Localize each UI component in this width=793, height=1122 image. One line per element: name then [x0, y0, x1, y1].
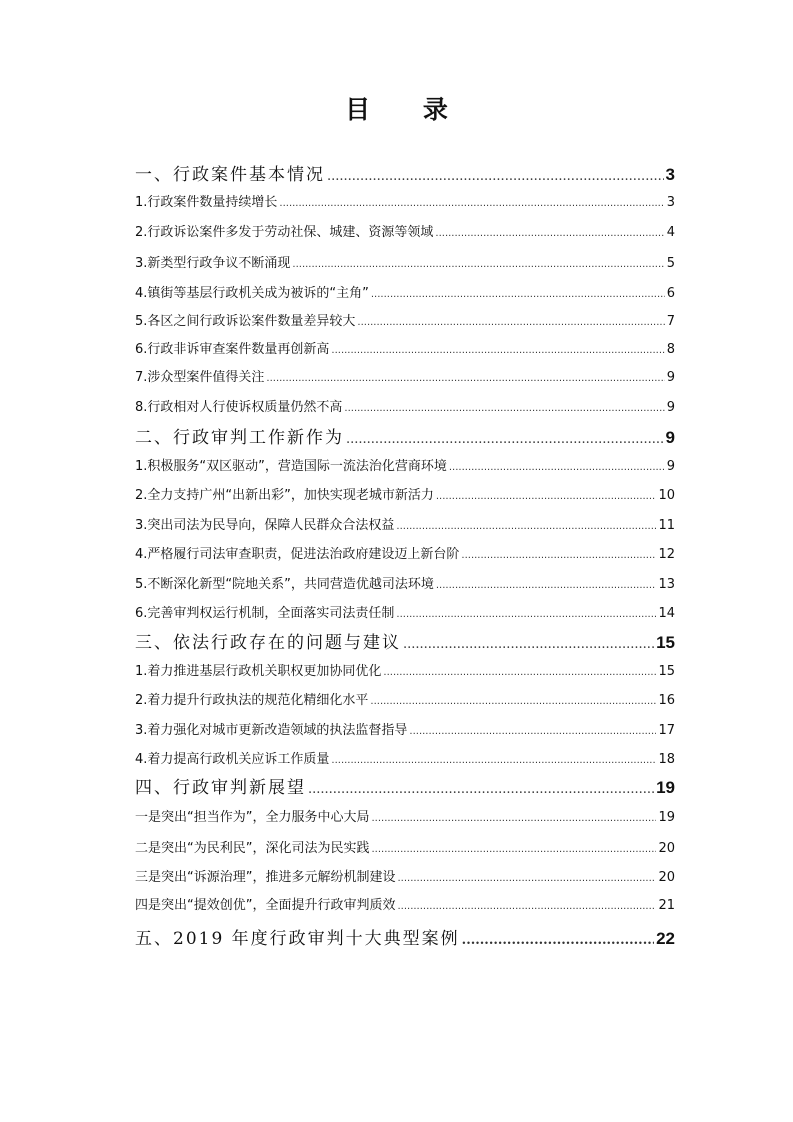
dot-leader [292, 254, 664, 276]
toc-item-title: 4.着力提高行政机关应诉工作质量 [135, 752, 330, 767]
dot-leader [462, 928, 654, 954]
toc-section-1[interactable] [135, 162, 675, 188]
toc-page-number: 22 [656, 929, 675, 948]
dot-leader [449, 457, 665, 479]
toc-section-title: 五、2019 年度行政审判十大典型案例 [135, 929, 460, 949]
toc-page-number: 6 [666, 286, 675, 301]
toc-item[interactable] [135, 515, 675, 537]
toc-item-title: 三是突出“诉源治理”，推进多元解纷机制建设 [135, 870, 396, 885]
toc-item-title: 1.行政案件数量持续增长 [135, 195, 278, 210]
toc-item[interactable] [135, 603, 675, 625]
toc-page-number: 20 [658, 841, 675, 856]
toc-page-number: 5 [666, 256, 675, 271]
toc-item-title: 2.行政诉讼案件多发于劳动社保、城建、资源等领域 [135, 225, 434, 240]
toc-item[interactable] [135, 544, 675, 566]
dot-leader [346, 427, 664, 453]
dot-leader [266, 368, 664, 390]
toc-item-title: 3.着力强化对城市更新改造领域的执法监督指导 [135, 723, 408, 738]
toc-item[interactable] [135, 690, 675, 712]
toc-item[interactable] [135, 661, 675, 683]
toc-item[interactable] [135, 397, 675, 419]
dot-leader [403, 632, 654, 658]
toc-page-number: 21 [658, 898, 675, 913]
dot-leader [371, 808, 656, 830]
toc-page-number: 7 [666, 314, 675, 329]
dot-leader [344, 398, 664, 420]
toc-page-number: 20 [658, 870, 675, 885]
toc-item-title: 2.全力支持广州“出新出彩”，加快实现老城市新活力 [135, 488, 434, 503]
dot-leader [371, 839, 656, 861]
toc-item[interactable] [135, 311, 675, 333]
toc-page-number: 3 [665, 165, 675, 184]
dot-leader [409, 721, 656, 743]
dot-leader [279, 193, 664, 215]
toc-item-title: 二是突出“为民利民”，深化司法为民实践 [135, 841, 370, 856]
toc-item[interactable] [135, 222, 675, 244]
toc-item-title: 1.着力推进基层行政机关职权更加协同优化 [135, 664, 382, 679]
toc-item[interactable] [135, 456, 675, 478]
toc-item-title: 3.突出司法为民导向，保障人民群众合法权益 [135, 518, 395, 533]
toc-item[interactable] [135, 283, 675, 305]
toc-page-number: 4 [666, 225, 675, 240]
toc-page-number: 17 [658, 723, 675, 738]
toc-item[interactable] [135, 720, 675, 742]
dot-leader [396, 516, 656, 538]
toc-page-number: 12 [658, 547, 675, 562]
toc-item[interactable] [135, 807, 675, 829]
dot-leader [331, 340, 664, 362]
toc-page-number: 9 [666, 370, 675, 385]
toc-item[interactable] [135, 574, 675, 596]
dot-leader [436, 486, 657, 508]
toc-section-title: 四、行政审判新展望 [135, 778, 306, 798]
toc-page-number: 13 [658, 577, 675, 592]
toc-item-title: 5.不断深化新型“院地关系”，共同营造优越司法环境 [135, 577, 434, 592]
toc-page-number: 14 [658, 606, 675, 621]
dot-leader [397, 868, 656, 890]
dot-leader [435, 223, 664, 245]
toc-page-number: 9 [666, 400, 675, 415]
dot-leader [331, 750, 656, 772]
toc-page-number: 9 [665, 428, 675, 447]
toc-page-number: 18 [658, 752, 675, 767]
toc-item-title: 6.完善审判权运行机制，全面落实司法责任制 [135, 606, 395, 621]
toc-section-4[interactable] [135, 775, 675, 801]
toc-section-title: 三、依法行政存在的问题与建议 [135, 633, 401, 653]
toc-item-title: 4.镇街等基层行政机关成为被诉的“主角” [135, 286, 369, 301]
dot-leader [357, 312, 664, 334]
toc-item-title: 一是突出“担当作为”，全力服务中心大局 [135, 810, 370, 825]
toc-item[interactable] [135, 253, 675, 275]
dot-leader [461, 545, 656, 567]
toc-section-title: 二、行政审判工作新作为 [135, 428, 344, 448]
toc-section-5[interactable] [135, 926, 675, 952]
dot-leader [370, 691, 656, 713]
dot-leader [371, 284, 665, 306]
toc-item[interactable] [135, 895, 675, 917]
toc-section-title: 一、行政案件基本情况 [135, 165, 325, 185]
toc-item-title: 5.各区之间行政诉讼案件数量差异较大 [135, 314, 356, 329]
dot-leader [436, 575, 657, 597]
dot-leader [383, 662, 656, 684]
page-title: 目 录 [345, 95, 470, 124]
toc-item[interactable] [135, 867, 675, 889]
toc-section-2[interactable] [135, 425, 675, 451]
toc-page-number: 11 [658, 518, 675, 533]
toc-page-number: 15 [656, 633, 675, 652]
toc-item[interactable] [135, 749, 675, 771]
toc-page-number: 3 [666, 195, 675, 210]
toc-item-title: 4.严格履行司法审查职责，促进法治政府建设迈上新台阶 [135, 547, 460, 562]
toc-item-title: 6.行政非诉审查案件数量再创新高 [135, 342, 330, 357]
toc-page-number: 8 [666, 342, 675, 357]
dot-leader [327, 164, 664, 190]
toc-page-number: 10 [658, 488, 675, 503]
toc-item-title: 7.涉众型案件值得关注 [135, 370, 265, 385]
dot-leader [397, 896, 656, 918]
toc-page-number: 15 [658, 664, 675, 679]
toc-item[interactable] [135, 838, 675, 860]
toc-item-title: 1.积极服务“双区驱动”，营造国际一流法治化营商环境 [135, 459, 447, 474]
toc-page-number: 16 [658, 693, 675, 708]
dot-leader [396, 604, 656, 626]
toc-page-number: 19 [658, 810, 675, 825]
toc-section-3[interactable] [135, 630, 675, 656]
toc-item-title: 8.行政相对人行使诉权质量仍然不高 [135, 400, 343, 415]
toc-item-title: 四是突出“提效创优”，全面提升行政审判质效 [135, 898, 396, 913]
toc-item[interactable] [135, 485, 675, 507]
toc-item[interactable] [135, 367, 675, 389]
toc-page-number: 9 [666, 459, 675, 474]
toc-item[interactable] [135, 339, 675, 361]
toc-item-title: 3.新类型行政争议不断涌现 [135, 256, 291, 271]
toc-item[interactable] [135, 192, 675, 214]
toc-item-title: 2.着力提升行政执法的规范化精细化水平 [135, 693, 369, 708]
dot-leader [308, 777, 654, 803]
toc-page-number: 19 [656, 778, 675, 797]
